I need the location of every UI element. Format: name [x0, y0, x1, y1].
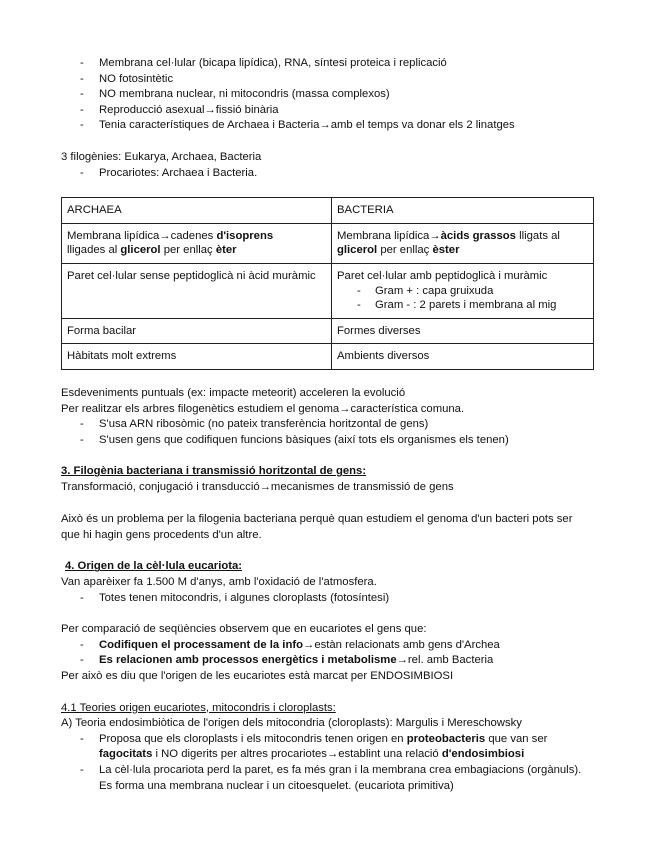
table-cell: Hàbitats molt extrems: [62, 344, 332, 370]
paragraph-line: Transformació, conjugació i transducció→mecanismes de transmissió de gens: [61, 480, 454, 493]
table-row: [62, 263, 594, 318]
list-item: - Totes tenen mitocondris, i algunes cloroplasts (fotosíntesi): [80, 591, 390, 604]
paragraph: Això és un problema per la filogenia bacteriana perquè quan estudiem el genoma d'un bacteri pots ser que hi hagin gens procedents d'un altre.: [61, 513, 573, 542]
paragraph-line: Per això es diu que l'origen de les eucariotes està marcat per ENDOSIMBIOSI: [61, 670, 454, 683]
table-cell: Forma bacilar: [62, 318, 332, 344]
paragraph-line: Van aparèixer fa 1.500 M d'anys, amb l'oxidació de l'atmosfera.: [61, 576, 377, 589]
table-cell: Paret cel·lular sense peptidoglicà ni àcid muràmic: [62, 263, 332, 318]
list-item: - Proposa que els cloroplasts i els mitocondris tenen origen en proteobacteris que van ser fagocitats i NO digerits per altres procariotes→establint una relació d'endosimbiosi: [80, 732, 548, 761]
table-cell: Formes diverses: [332, 318, 594, 344]
paragraph-line: A) Teoria endosimbiòtica de l'origen dels mitocondria (cloroplasts): Margulis i Mereschowsky: [61, 717, 522, 730]
intro-bullet-list: [61, 56, 601, 134]
document-page: [61, 56, 601, 794]
paragraph-line: Per realitzar els arbres filogenètics estudiem el genoma→característica comuna.: [61, 402, 465, 415]
list-item: - NO fotosintètic: [80, 72, 174, 85]
list-item: - Tenia característiques de Archaea i Bacteria→amb el temps va donar els 2 linatges: [80, 119, 515, 132]
table-row: [62, 318, 594, 344]
list-item: - S'usa ARN ribosòmic (no pateix transferència horitzontal de gens): [80, 418, 429, 431]
table-cell: Ambients diversos: [332, 344, 594, 370]
list-item: - S'usen gens que codifiquen funcions bàsiques (així tots els organismes els tenen): [80, 433, 509, 446]
paragraph-line: Per comparació de seqüències observem que en eucariotes el gens que:: [61, 623, 427, 636]
list-item: - Membrana cel·lular (bicapa lipídica), RNA, síntesi proteica i replicació: [80, 57, 447, 69]
list-item: - Gram + : capa gruixuda: [357, 284, 494, 297]
header-bacteria: BACTERIA: [332, 198, 594, 224]
list-item: - Procariotes: Archaea i Bacteria.: [80, 166, 258, 179]
header-archaea: ARCHAEA: [62, 198, 332, 224]
table-row: [62, 223, 594, 263]
section-4-1-heading: 4.1 Teories origen eucariotes, mitocondris i cloroplasts:: [61, 701, 336, 714]
filogenies-line: 3 filogènies: Eukarya, Archaea, Bacteria: [61, 150, 262, 163]
list-item: - NO membrana nuclear, ni mitocondris (massa complexos): [80, 88, 390, 101]
list-item: - Codifiquen el processament de la info→estàn relacionats amb gens d'Archea: [80, 638, 500, 651]
list-item: - Reproducció asexual→fissió binària: [80, 103, 279, 116]
table-row: [62, 344, 594, 370]
list-item: - Es relacionen amb processos energètics i metabolisme→rel. amb Bacteria: [80, 654, 494, 667]
section-3-heading: 3. Filogènia bacteriana i transmissió horitzontal de gens:: [61, 465, 367, 478]
paragraph-line: Esdeveniments puntuals (ex: impacte meteorit) acceleren la evolució: [61, 386, 406, 399]
list-item: - Gram - : 2 parets i membrana al mig: [357, 299, 557, 312]
list-item: - La cèl·lula procariota perd la paret, es fa més gran i la membrana crea embagiacions (orgànuls). Es forma una membrana nuclear i un citoesquelet. (eucariota primitiva): [80, 764, 582, 792]
comparison-table: [61, 197, 594, 370]
table-cell: Paret cel·lular amb peptidoglicà i muràmic - Gram + : capa gruixuda - Gram - : 2 parets i membrana al mig: [332, 263, 594, 318]
table-header-row: [62, 198, 594, 224]
table-cell: Membrana lipídica→cadenes d'isoprens lligades al glicerol per enllaç èter: [62, 223, 332, 263]
table-cell: Membrana lipídica→àcids grassos lligats al glicerol per enllaç èster: [332, 223, 594, 263]
section-4-heading: 4. Origen de la cèl·lula eucariota:: [65, 560, 243, 573]
